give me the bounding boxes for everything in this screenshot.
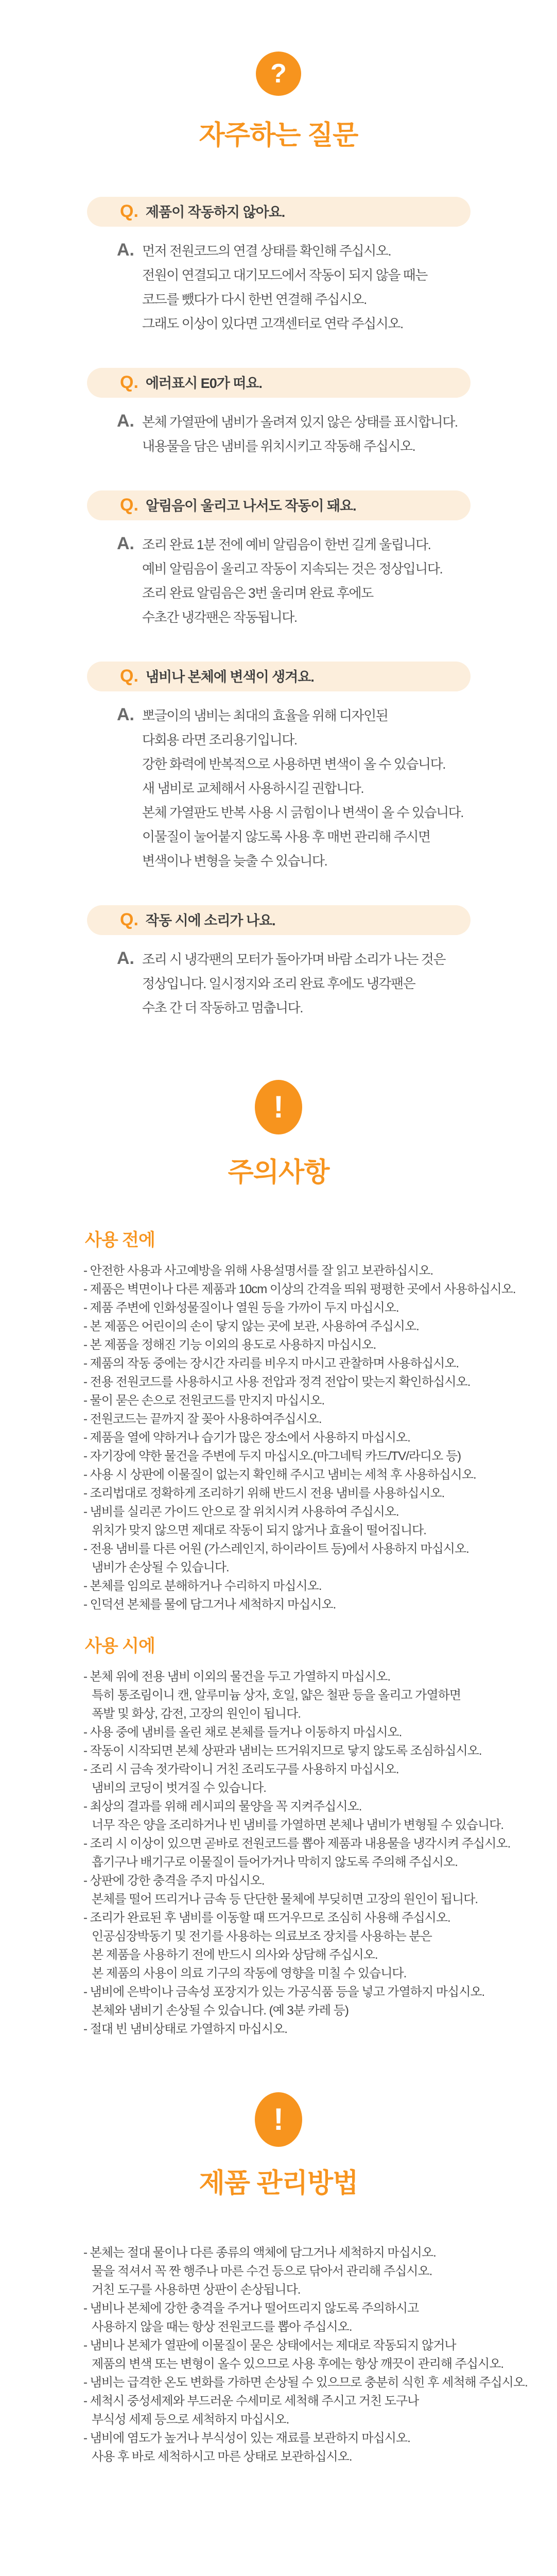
answer-lines xyxy=(142,410,458,459)
answer-lines xyxy=(142,947,445,1020)
answer-line: 이물질이 눌어붙지 않도록 사용 후 매번 관리해 주시면 xyxy=(142,829,430,844)
list-item: - 자기장에 약한 물건을 주변에 두지 마십시오.(마그네틱 카드/TV/라디오 등) xyxy=(83,1449,461,1463)
q-label: Q. xyxy=(120,372,138,392)
before-use-heading: 사용 전에 xyxy=(85,1230,155,1250)
answer-line: 수초간 냉각팬은 작동됩니다. xyxy=(142,609,297,625)
q-label: Q. xyxy=(120,495,138,515)
exclamation-glyph: ! xyxy=(273,1090,284,1124)
answer-line: 수초 간 더 작동하고 멈춥니다. xyxy=(142,1000,303,1015)
list-item-continuation: 너무 작은 양을 조리하거나 빈 냄비를 가열하면 본체나 냄비가 변형될 수 있습니다. xyxy=(92,1818,504,1832)
list-item-continuation: 본체를 떨어 뜨리거나 금속 등 단단한 물체에 부딪히면 고장의 원인이 됩니다. xyxy=(92,1892,478,1906)
answer-block xyxy=(117,947,557,1020)
list-item-continuation: 특히 통조림이니 캔, 알루미늄 상자, 호일, 얇은 철판 등을 올리고 가열하면 xyxy=(92,1688,461,1702)
question-text: 작동 시에 소리가 나요. xyxy=(145,913,275,928)
question-mark-glyph: ? xyxy=(270,59,287,89)
answer-block xyxy=(117,410,557,459)
answer-line: 예비 알림음이 울리고 작동이 지속되는 것은 정상입니다. xyxy=(142,561,443,577)
list-item: - 냄비를 실리콘 가이드 안으로 잘 위치시켜 사용하여 주십시오. xyxy=(83,1505,399,1519)
answer-line: 내용물을 담은 냄비를 위치시키고 작동해 주십시오. xyxy=(142,438,415,454)
a-label: A. xyxy=(117,705,134,724)
answer-line: 전원이 연결되고 대기모드에서 작동이 되지 않을 때는 xyxy=(142,267,427,283)
list-item-continuation: 물을 적셔서 꼭 짠 행주나 마른 수건 등으로 닦아서 관리해 주십시오. xyxy=(92,2264,432,2278)
a-label: A. xyxy=(117,948,134,968)
list-item: - 전용 냄비를 다른 어원 (가스레인지, 하이라이트 등)에서 사용하지 마십시오. xyxy=(83,1542,469,1556)
list-item: - 본체는 절대 물이나 다른 종류의 액체에 담그거나 세척하지 마십시오. xyxy=(83,2246,436,2260)
exclamation-glyph: ! xyxy=(273,2102,284,2137)
answer-lines xyxy=(142,239,427,336)
list-item-continuation: 폭발 및 화상, 감전, 고장의 원인이 됩니다. xyxy=(92,1707,301,1721)
a-label: A. xyxy=(117,411,134,431)
answer-block xyxy=(117,704,557,873)
list-item: - 세척시 중성세제와 부드러운 수세미로 세척해 주시고 거친 도구나 xyxy=(83,2394,419,2408)
list-item: - 조리 시 이상이 있으면 곧바로 전원코드를 뽑아 제품과 내용물을 냉각시켜 주십시오. xyxy=(83,1837,511,1851)
answer-line: 먼저 전원코드의 연결 상태를 확인해 주십시오. xyxy=(142,243,391,259)
faq-title: 자주하는 질문 xyxy=(199,121,358,150)
answer-line: 강한 화력에 반복적으로 사용하면 변색이 올 수 있습니다. xyxy=(142,756,445,772)
answer-line: 조리 완료 알림음은 3번 울리며 완료 후에도 xyxy=(142,585,373,601)
cautions-title: 주의사항 xyxy=(228,1158,329,1188)
q-label: Q. xyxy=(120,910,138,929)
answer-block xyxy=(117,239,557,336)
question-pill xyxy=(87,905,471,935)
before-use-list xyxy=(0,1262,557,1614)
question-text: 에러표시 E0가 떠요. xyxy=(145,376,263,391)
answer-line: 그래도 이상이 있다면 고객센터로 연락 주십시오. xyxy=(142,316,403,331)
question-pill xyxy=(87,662,471,691)
question-pill xyxy=(87,197,471,227)
list-item-continuation: 흡기구나 배기구로 이물질이 들어가거나 막히지 않도록 주의해 주십시오. xyxy=(92,1855,458,1869)
list-item: - 작동이 시작되면 본체 상판과 냄비는 뜨거워지므로 닿지 않도록 조심하십시오. xyxy=(83,1744,482,1758)
care-list xyxy=(0,2244,557,2466)
list-item: - 냄비에 염도가 높거나 부식성이 있는 재료를 보관하지 마십시오. xyxy=(83,2431,410,2445)
care-section xyxy=(0,2092,557,2466)
faq-item xyxy=(0,368,557,459)
q-label: Q. xyxy=(120,201,138,221)
list-item: - 본 제품은 어린이의 손이 닿지 않는 곳에 보관, 사용하여 주십시오. xyxy=(83,1319,419,1333)
list-item: - 냄비에 은박이나 금속성 포장지가 있는 가공식품 등을 넣고 가열하지 마십시오. xyxy=(83,1985,485,1999)
list-item: - 사용 중에 냄비를 올린 채로 본체를 들거나 이동하지 마십시오. xyxy=(83,1725,402,1739)
answer-line: 코드를 뺐다가 다시 한번 연결해 주십시오. xyxy=(142,292,367,307)
list-item: - 제품 주변에 인화성물질이나 열원 등을 가까이 두지 마십시오. xyxy=(83,1301,399,1315)
list-item-continuation: 본체와 냄비기 손상될 수 있습니다. (예 3분 카레 등) xyxy=(92,2004,349,2018)
faq-section xyxy=(0,52,557,1020)
question-pill xyxy=(87,368,471,398)
answer-line: 정상입니다. 일시정지와 조리 완료 후에도 냉각팬은 xyxy=(142,976,415,991)
exclamation-icon xyxy=(255,1080,302,1134)
list-item: - 제품은 벽면이나 다른 제품과 10cm 이상의 간격을 띄워 평평한 곳에서 사용하십시오. xyxy=(83,1282,516,1296)
list-item: - 조리법대로 정확하게 조리하기 위해 반드시 전용 냄비를 사용하십시오. xyxy=(83,1486,445,1500)
faq-item xyxy=(0,490,557,630)
list-item: - 본체를 임의로 분해하거나 수리하지 마십시오. xyxy=(83,1579,322,1593)
list-item: - 전용 전원코드를 사용하시고 사용 전압과 정격 전압이 맞는지 확인하십시오. xyxy=(83,1375,471,1389)
answer-line: 본체 가열판에 냄비가 올려져 있지 않은 상태를 표시합니다. xyxy=(142,414,458,430)
answer-line: 본체 가열판도 반복 사용 시 긁힘이나 변색이 올 수 있습니다. xyxy=(142,805,464,820)
list-item-continuation: 거친 도구를 사용하면 상판이 손상됩니다. xyxy=(92,2283,301,2297)
answer-block xyxy=(117,533,557,630)
list-item: - 조리가 완료된 후 냄비를 이동할 때 뜨거우므로 조심히 사용해 주십시오. xyxy=(83,1911,450,1925)
answer-lines xyxy=(142,704,463,873)
list-item: - 제품의 작동 중에는 장시간 자리를 비우지 마시고 관찰하며 사용하십시오. xyxy=(83,1357,459,1370)
list-item: - 사용 시 상판에 이물질이 없는지 확인해 주시고 냄비는 세척 후 사용하십시오. xyxy=(83,1468,476,1482)
list-item: - 제품을 열에 약하거나 습기가 많은 장소에서 사용하지 마십시오. xyxy=(83,1431,410,1445)
list-item-continuation: 제품의 변색 또는 변형이 올수 있으므로 사용 후에는 항상 깨끗이 관리해 주십시오. xyxy=(92,2357,504,2371)
exclamation-icon xyxy=(255,2092,302,2147)
q-label: Q. xyxy=(120,666,138,686)
question-mark-icon xyxy=(256,52,301,96)
list-item: - 최상의 결과를 위해 레시피의 물양을 꼭 지켜주십시오. xyxy=(83,1800,362,1814)
faq-item xyxy=(0,905,557,1020)
question-text: 냄비나 본체에 변색이 생겨요. xyxy=(145,669,314,685)
list-item-continuation: 냄비의 코딩이 벗겨질 수 있습니다. xyxy=(92,1781,266,1795)
answer-lines xyxy=(142,533,442,630)
list-item-continuation: 본 제품의 사용이 의료 기구의 작동에 영향을 미칠 수 있습니다. xyxy=(92,1967,407,1980)
list-item: - 냄비는 급격한 온도 변화를 가하면 손상될 수 있으므로 충분히 식힌 후 세척해 주십시오. xyxy=(83,2376,528,2389)
answer-line: 다회용 라면 조리용기입니다. xyxy=(142,732,297,748)
answer-line: 조리 시 냉각팬의 모터가 돌아가며 바람 소리가 나는 것은 xyxy=(142,952,445,967)
answer-line: 변색이나 변형을 늦출 수 있습니다. xyxy=(142,853,327,869)
answer-line: 조리 완료 1분 전에 예비 알림음이 한번 길게 울립니다. xyxy=(142,537,431,552)
list-item: - 냄비나 본체에 강한 충격을 주거나 떨어뜨리지 않도록 주의하시고 xyxy=(83,2301,419,2315)
a-label: A. xyxy=(117,534,134,553)
before-use-subsection xyxy=(0,1230,557,1614)
faq-item xyxy=(0,197,557,336)
question-text: 제품이 작동하지 않아요. xyxy=(145,205,285,220)
answer-line: 새 냄비로 교체해서 사용하시길 권합니다. xyxy=(142,781,364,796)
list-item: - 냄비나 본체가 열판에 이물질이 묻은 상태에서는 제대로 작동되지 않거나 xyxy=(83,2338,456,2352)
list-item: - 절대 빈 냄비상태로 가열하지 마십시오. xyxy=(83,2022,287,2036)
list-item: - 본체 위에 전용 냄비 이외의 물건을 두고 가열하지 마십시오. xyxy=(83,1670,391,1684)
list-item: - 인덕션 본체를 물에 담그거나 세척하지 마십시오. xyxy=(83,1598,336,1612)
list-item: - 물이 묻은 손으로 전원코드를 만지지 마십시오. xyxy=(83,1394,325,1408)
list-item: - 상판에 강한 충격을 주지 마십시오. xyxy=(83,1874,265,1888)
list-item: - 본 제품을 정해진 기능 이외의 용도로 사용하지 마십시오. xyxy=(83,1338,376,1352)
answer-line: 뽀글이의 냄비는 최대의 효율을 위해 디자인된 xyxy=(142,708,388,723)
list-item-continuation: 인공심장박동기 및 전기를 사용하는 의료보조 장치를 사용하는 분은 xyxy=(92,1929,432,1943)
question-pill xyxy=(87,490,471,520)
list-item-continuation: 사용하지 않을 때는 항상 전원코드를 뽑아 주십시오. xyxy=(92,2320,352,2334)
a-label: A. xyxy=(117,240,134,260)
list-item-continuation: 부식성 세제 등으로 세척하지 마십시오. xyxy=(92,2413,289,2427)
during-use-subsection xyxy=(0,1636,557,2039)
during-use-heading: 사용 시에 xyxy=(85,1636,155,1656)
faq-list xyxy=(0,197,557,1020)
list-item-continuation: 사용 후 바로 세척하시고 마른 상태로 보관하십시오. xyxy=(92,2450,352,2464)
cautions-section xyxy=(0,1080,557,2039)
list-item: - 안전한 사용과 사고예방을 위해 사용설명서를 잘 읽고 보관하십시오. xyxy=(83,1264,433,1278)
faq-item xyxy=(0,662,557,873)
list-item: - 조리 시 금속 젓가락이니 거친 조리도구를 사용하지 마십시오. xyxy=(83,1762,399,1776)
care-title: 제품 관리방법 xyxy=(199,2168,358,2198)
question-text: 알림음이 울리고 나서도 작동이 돼요. xyxy=(145,498,356,514)
list-item-continuation: 본 제품을 사용하기 전에 반드시 의사와 상담해 주십시오. xyxy=(92,1948,378,1962)
list-item-continuation: 위치가 맞지 않으면 제대로 작동이 되지 않거나 효율이 떨어집니다. xyxy=(92,1523,426,1537)
list-item: - 전원코드는 끝까지 잘 꽂아 사용하여주십시오. xyxy=(83,1412,322,1426)
during-use-list xyxy=(0,1668,557,2039)
list-item-continuation: 냄비가 손상될 수 있습니다. xyxy=(92,1561,229,1574)
